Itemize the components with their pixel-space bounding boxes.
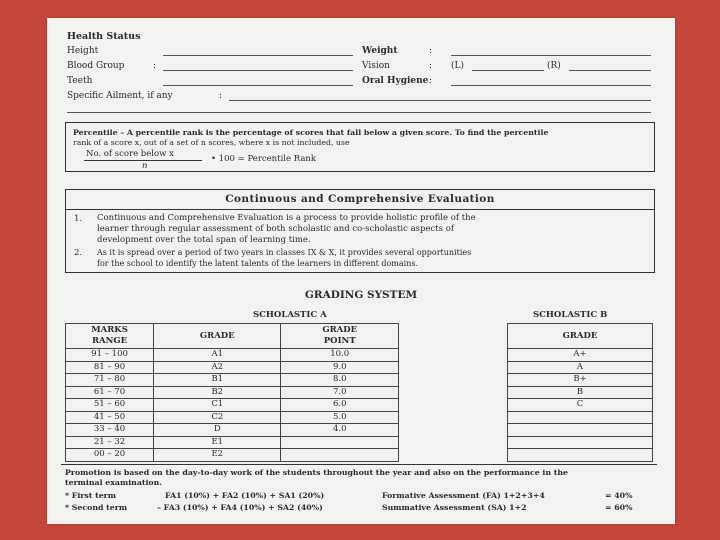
table-row — [508, 386, 653, 399]
cce-item1-line1: Continuous and Comprehensive Evaluation is a process to provide holistic profile of the — [97, 213, 476, 223]
cce-title: Continuous and Comprehensive Evaluation — [225, 193, 495, 205]
vision-left-blank — [472, 70, 544, 71]
cce-box — [65, 189, 655, 273]
weight-label: Weight — [362, 46, 398, 56]
blood-group-blank — [163, 70, 353, 71]
point-header-line1: GRADE — [322, 325, 358, 335]
b-grade-cell — [508, 449, 653, 462]
weight-blank — [451, 55, 651, 56]
table-row — [66, 349, 399, 362]
table-row — [66, 374, 399, 387]
table-row — [508, 449, 653, 462]
height-label: Height — [67, 46, 99, 56]
grade-cell: E1 — [154, 436, 281, 449]
table-row — [508, 374, 653, 387]
formula-result: • 100 = Percentile Rank — [211, 154, 317, 164]
formative-assessment-percent: = 40% — [605, 491, 633, 500]
formula-denominator: n — [142, 161, 148, 171]
marks-header-line1: MARKS — [91, 325, 128, 335]
oral-hygiene-blank — [451, 85, 651, 86]
table-row — [508, 436, 653, 449]
b-grade-cell — [508, 411, 653, 424]
ailment-colon: : — [219, 91, 223, 101]
vision-colon: : — [429, 61, 433, 71]
document-page — [47, 18, 675, 524]
first-term-label: * First term — [65, 491, 117, 500]
percentile-text-line2: rank of a score x, out of a set of n scores, where x is not included, use — [73, 138, 350, 147]
grade-point-header — [281, 324, 399, 349]
grade-point-cell: 8.0 — [281, 374, 399, 387]
cce-title-divider — [66, 209, 654, 210]
weight-colon: : — [429, 46, 433, 56]
grade-point-cell: 9.0 — [281, 361, 399, 374]
formative-assessment-label: Formative Assessment (FA) 1+2+3+4 — [382, 491, 545, 500]
grade-cell: A2 — [154, 361, 281, 374]
scholastic-b-table — [507, 323, 653, 462]
vision-label: Vision — [362, 61, 390, 71]
formula-numerator: No. of score below x — [86, 149, 174, 159]
grade-point-cell: 4.0 — [281, 424, 399, 437]
grade-point-cell: 10.0 — [281, 349, 399, 362]
oral-hygiene-colon: : — [429, 76, 433, 86]
cce-item2-line1: As it is spread over a period of two years in classes IX & X, it provides several opportunities — [97, 248, 472, 257]
b-grade-cell: B+ — [508, 374, 653, 387]
b-grade-cell: B — [508, 386, 653, 399]
marks-range-header — [66, 324, 154, 349]
blood-group-label: Blood Group — [67, 61, 125, 71]
grade-cell: E2 — [154, 449, 281, 462]
cce-item2-number: 2. — [74, 248, 83, 258]
table-row — [66, 386, 399, 399]
second-term-formula: – FA3 (10%) + FA4 (10%) + SA2 (40%) — [157, 503, 323, 512]
b-grade-cell — [508, 436, 653, 449]
marks-header-line2: RANGE — [91, 336, 128, 346]
grade-header: GRADE — [154, 324, 281, 349]
grade-cell: B1 — [154, 374, 281, 387]
summative-assessment-label: Summative Assessment (SA) 1+2 — [382, 503, 527, 512]
grade-cell: A1 — [154, 349, 281, 362]
table-row — [508, 424, 653, 437]
point-header-line2: POINT — [323, 336, 356, 346]
grade-point-cell: 6.0 — [281, 399, 399, 412]
vision-right-blank — [569, 70, 651, 71]
vision-right-label: (R) — [547, 61, 561, 71]
table-row — [508, 411, 653, 424]
grade-cell: D — [154, 424, 281, 437]
grade-cell: C2 — [154, 411, 281, 424]
marks-range-cell: 21 – 32 — [66, 436, 154, 449]
first-term-formula: FA1 (10%) + FA2 (10%) + SA1 (20%) — [165, 491, 325, 500]
grade-cell: C1 — [154, 399, 281, 412]
second-term-label: * Second term — [65, 503, 128, 512]
ailment-label: Specific Ailment, if any — [67, 91, 173, 101]
grade-point-cell — [281, 449, 399, 462]
table-row — [66, 411, 399, 424]
table-row — [508, 349, 653, 362]
b-grade-cell: C — [508, 399, 653, 412]
table-row — [66, 436, 399, 449]
grade-point-cell — [281, 436, 399, 449]
blood-group-colon: : — [153, 61, 157, 71]
b-grade-cell: A — [508, 361, 653, 374]
percentile-text-line1: Percentile – A percentile rank is the percentage of scores that fall below a given score. To find the percentile — [73, 128, 549, 137]
cce-item1-line2: learner through regular assessment of both scholastic and co-scholastic aspects of — [97, 224, 454, 234]
table-row — [508, 361, 653, 374]
cce-item1-line3: development over the total span of learning time. — [97, 235, 311, 245]
marks-range-cell: 00 – 20 — [66, 449, 154, 462]
vision-left-label: (L) — [451, 61, 464, 71]
scholastic-b-title: SCHOLASTIC B — [533, 310, 608, 320]
teeth-label: Teeth — [67, 76, 93, 86]
b-grade-cell: A+ — [508, 349, 653, 362]
promotion-line1: Promotion is based on the day-to-day work of the students throughout the year and also on the performance in the — [65, 468, 568, 477]
marks-range-cell: 51 – 60 — [66, 399, 154, 412]
table-header-row — [66, 324, 399, 349]
b-grade-header: GRADE — [508, 324, 653, 349]
table-row — [66, 424, 399, 437]
grade-point-cell: 5.0 — [281, 411, 399, 424]
health-status-title: Health Status — [67, 31, 141, 42]
percentile-box — [65, 122, 655, 172]
table-header-row — [508, 324, 653, 349]
marks-range-cell: 41 – 50 — [66, 411, 154, 424]
b-grade-cell — [508, 424, 653, 437]
scholastic-a-title: SCHOLASTIC A — [253, 310, 327, 320]
marks-range-cell: 81 – 90 — [66, 361, 154, 374]
footer-divider — [61, 464, 657, 465]
cce-item1-number: 1. — [74, 214, 83, 224]
marks-range-cell: 61 – 70 — [66, 386, 154, 399]
ailment-blank-1 — [229, 100, 651, 101]
height-blank — [163, 55, 353, 56]
grade-point-cell: 7.0 — [281, 386, 399, 399]
oral-hygiene-label: Oral Hygiene — [362, 76, 429, 86]
marks-range-cell: 71 – 80 — [66, 374, 154, 387]
marks-range-cell: 91 – 100 — [66, 349, 154, 362]
cce-item2-line2: for the school to identify the latent talents of the learners in different domains. — [97, 259, 419, 268]
table-row — [66, 449, 399, 462]
grade-cell: B2 — [154, 386, 281, 399]
summative-assessment-percent: = 60% — [605, 503, 633, 512]
teeth-blank — [163, 85, 353, 86]
ailment-blank-2 — [67, 112, 651, 113]
promotion-line2: terminal examination. — [65, 478, 163, 487]
table-row — [66, 361, 399, 374]
marks-range-cell: 33 – 40 — [66, 424, 154, 437]
grading-system-title: GRADING SYSTEM — [304, 289, 418, 301]
scholastic-a-table — [65, 323, 399, 462]
table-row — [508, 399, 653, 412]
table-row — [66, 399, 399, 412]
